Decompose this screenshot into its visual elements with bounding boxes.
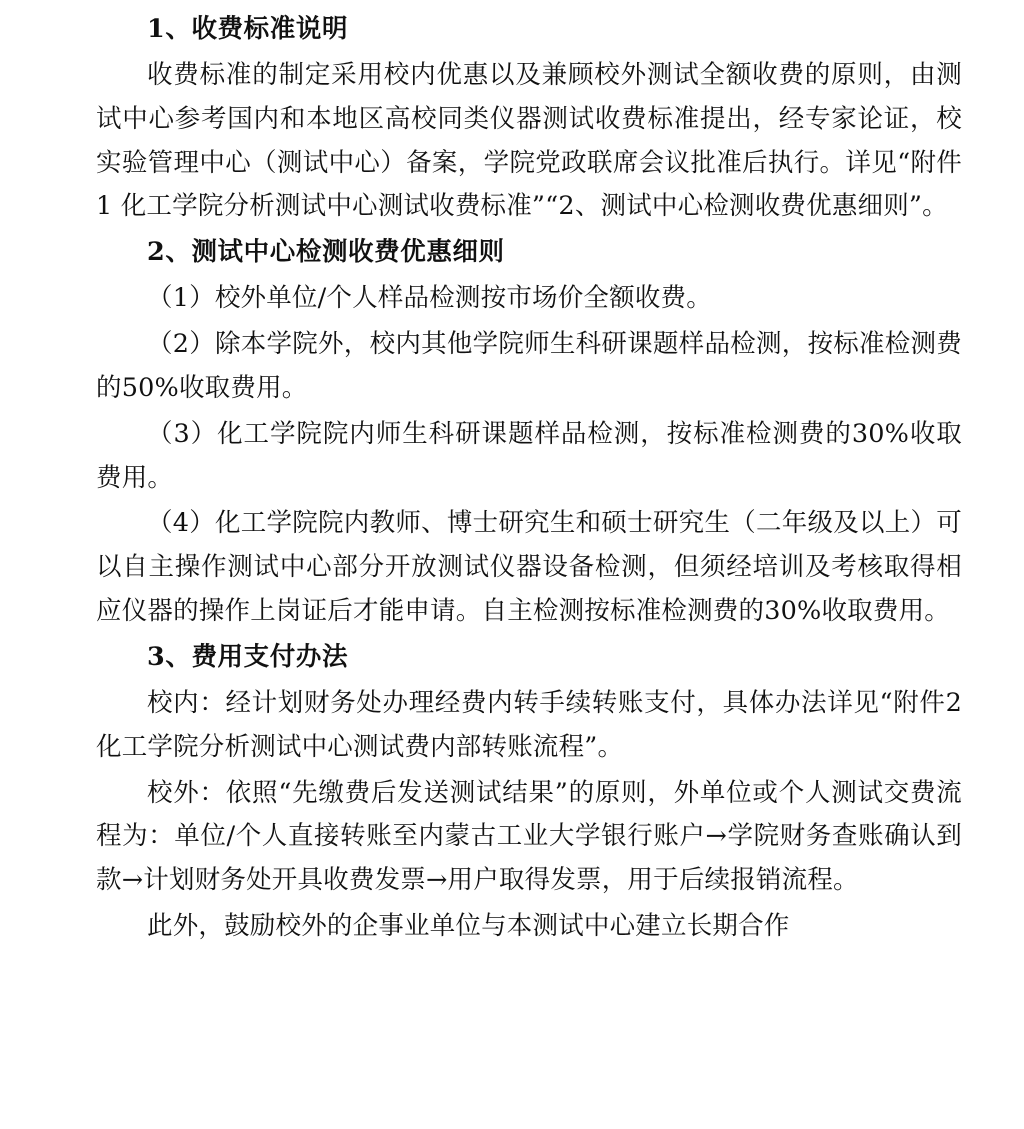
section-heading-1: 1、收费标准说明 <box>147 14 349 44</box>
document-body <box>96 8 962 949</box>
paragraph-fee-standard-explanation: 收费标准的制定采用校内优惠以及兼顾校外测试全额收费的原则，由测试中心参考国内和本地区高校同类仪器测试收费标准提出，经专家论证，校实验管理中心（测试中心）备案，学院党政联席会议批准后执行。详见“附件1 化工学院分析测试中心测试收费标准”“2、测试中心检测收费优惠细则”。 <box>96 59 962 222</box>
section-heading-3: 3、费用支付办法 <box>147 642 349 673</box>
paragraph-discount-item-1: （1）校外单位/个人样品检测按市场价全额收费。 <box>147 283 712 314</box>
paragraph-discount-item-3: （3）化工学院院内师生科研课题样品检测，按标准检测费的30%收取费用。 <box>96 418 962 493</box>
paragraph-discount-item-2: （2）除本学院外，校内其他学院师生科研课题样品检测，按标准检测费的50%收取费用。 <box>96 329 962 403</box>
section-heading-2: 2、测试中心检测收费优惠细则 <box>147 237 505 268</box>
paragraph-payment-external: 校外：依照“先缴费后发送测试结果”的原则，外单位或个人测试交费流程为：单位/个人直接转账至内蒙古工业大学银行账户→学院财务查账确认到款→计划财务处开具收费发票→用户取得发票，用于后续报销流程。 <box>96 777 962 896</box>
paragraph-cooperation-note: 此外，鼓励校外的企事业单位与本测试中心建立长期合作 <box>147 911 790 942</box>
paragraph-discount-item-4: （4）化工学院院内教师、博士研究生和硕士研究生（二年级及以上）可以自主操作测试中心部分开放测试仪器设备检测，但须经培训及考核取得相应仪器的操作上岗证后才能申请。自主检测按标准检测费的30%收取费用。 <box>96 508 962 627</box>
paragraph-payment-internal: 校内：经计划财务处办理经费内转手续转账支付，具体办法详见“附件2 化工学院分析测试中心测试费内部转账流程”。 <box>96 687 962 762</box>
